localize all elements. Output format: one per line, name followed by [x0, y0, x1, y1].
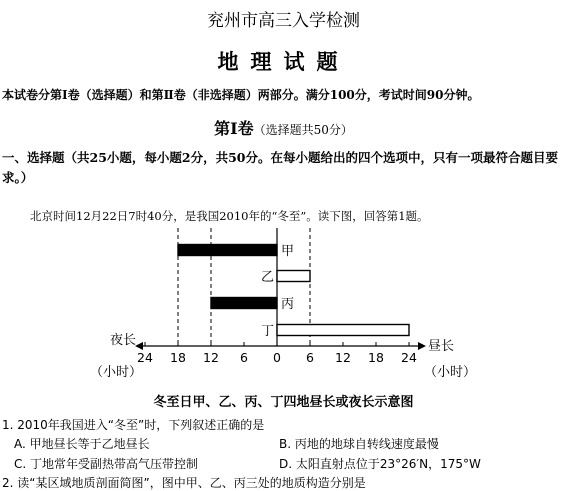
question-2-stem: 2. 读“某区域地质剖面简图”，图中甲、乙、丙三处的地质构造分别是	[2, 476, 366, 490]
tick-label-8: 24	[401, 350, 417, 365]
question-1-option-a: A. 甲地昼长等于乙地昼长	[14, 437, 150, 451]
bar-乙	[277, 271, 310, 282]
bar-label-甲: 甲	[281, 244, 295, 259]
axis-arrow-right	[418, 342, 426, 350]
bar-丙	[211, 298, 277, 309]
question-1-option-c: C. 丁地常年受副热带高气压带控制	[14, 457, 199, 471]
tick-label-0: 24	[137, 350, 153, 365]
tick-label-3: 6	[240, 350, 248, 365]
question-1-option-d: D. 太阳直射点位于23°26′N，175°W	[279, 457, 481, 471]
bars	[178, 244, 409, 339]
night-unit-label: （小时）	[90, 365, 143, 380]
bar-label-乙: 乙	[261, 270, 275, 285]
question-context: 北京时间12月22日7时40分，是我国2010年的“冬至”。读下图，回答第1题。	[30, 209, 429, 223]
exam-intro: 本试卷分第Ⅰ卷（选择题）和第Ⅱ卷（非选择题）两部分。满分100分，考试时间90分钟。	[2, 88, 480, 102]
section-heading	[0, 116, 567, 139]
chart-caption: 冬至日甲、乙、丙、丁四地昼长或夜长示意图	[153, 395, 414, 410]
tick-label-1: 18	[170, 350, 186, 365]
tick-label-5: 6	[306, 350, 314, 365]
bar-甲	[178, 245, 277, 256]
question-1-stem: 1. 2010年我国进入“冬至”时，下列叙述正确的是	[2, 418, 265, 432]
school-title: 兖州市高三入学检测	[207, 11, 360, 31]
day-length-label: 昼长	[428, 339, 455, 354]
tick-label-6: 12	[335, 350, 351, 365]
bar-丁	[277, 325, 409, 336]
x-axis	[135, 342, 426, 365]
section-subtitle: （选择题共50分）	[253, 123, 353, 137]
axis-arrow-left	[135, 342, 143, 350]
tick-label-4: 0	[273, 350, 281, 365]
tick-label-7: 18	[368, 350, 384, 365]
bar-label-丁: 丁	[261, 324, 275, 339]
question-1-option-b: B. 丙地的地球自转线速度最慢	[279, 437, 439, 451]
day-night-length-chart	[0, 226, 567, 386]
exam-title: 地理试题	[217, 49, 350, 74]
section-instructions: 一、选择题（共25小题，每小题2分，共50分。在每小题给出的四个选项中，只有一项最符合题目要求。）	[2, 150, 558, 185]
section-title: 第Ⅰ卷	[214, 119, 254, 138]
bar-label-丙: 丙	[281, 297, 295, 312]
night-length-label: 夜长	[110, 333, 137, 348]
day-unit-label: （小时）	[424, 365, 477, 380]
tick-label-2: 12	[203, 350, 219, 365]
